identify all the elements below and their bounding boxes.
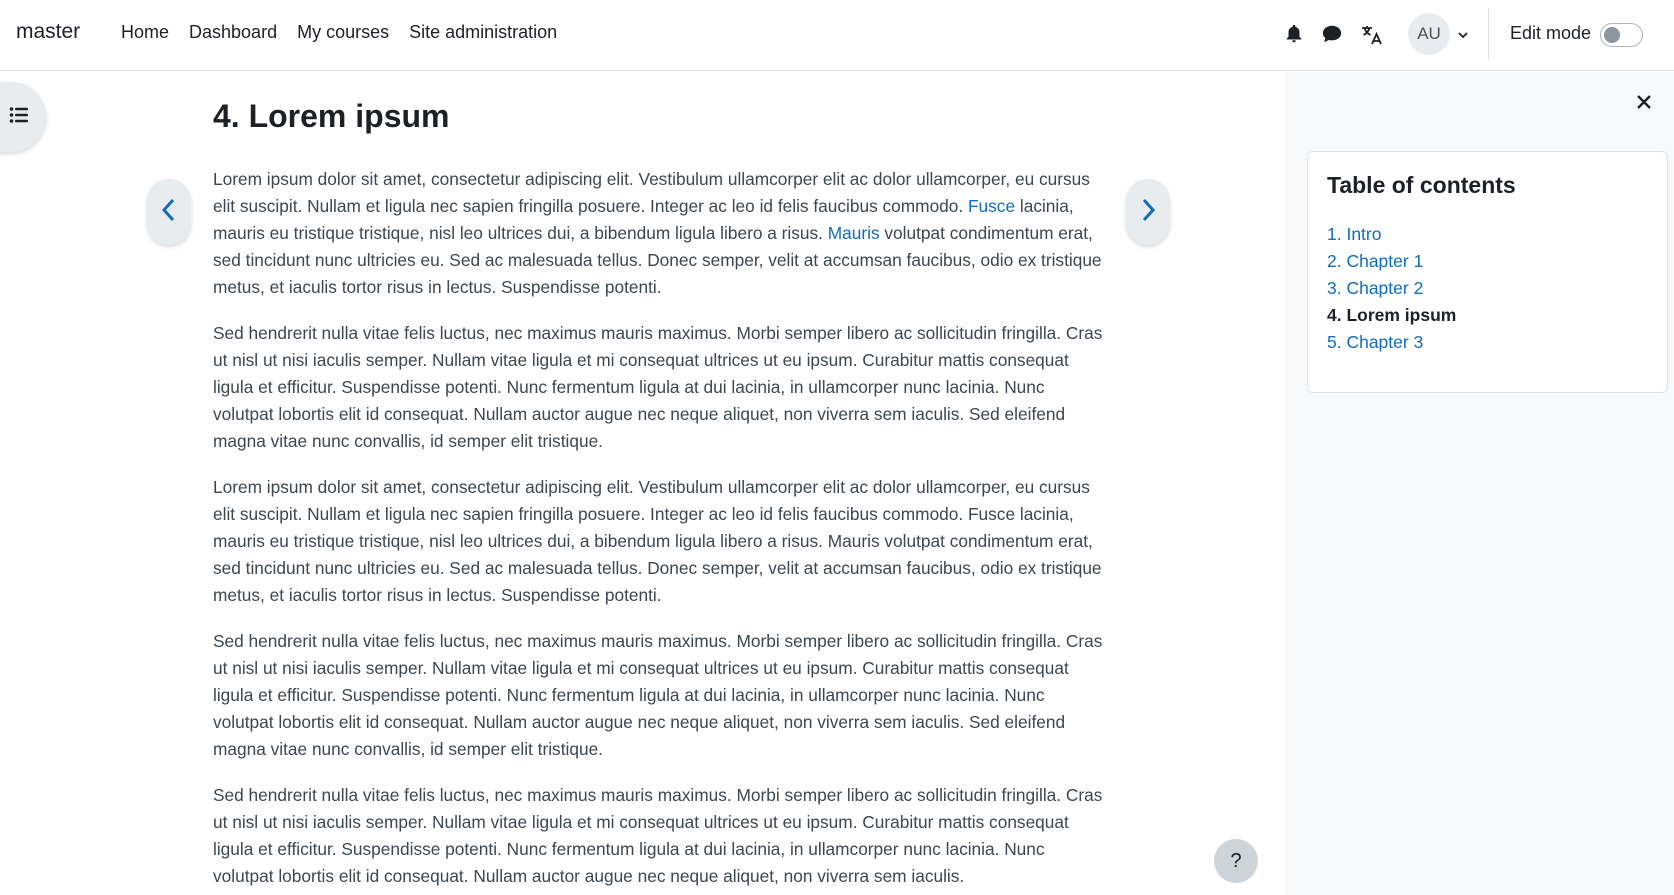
next-chapter-button[interactable] [1126,179,1170,245]
nav-dashboard-link[interactable]: Dashboard [189,22,278,42]
toc-list [1327,221,1456,356]
right-drawer [1285,72,1674,895]
paragraph-text: lacinia, mauris eu tristique tristique, nisl leo ultrices dui, a bibendum ligula libero a risus. [213,196,1074,243]
toc-item [1327,221,1456,248]
paragraph-text: Lorem ipsum dolor sit amet, consectetur adipiscing elit. Vestibulum ullamcorper elit ac dolor ullamcorper, eu cursus elit suscipit. Nullam et ligula nec sapien fringilla posuere. Integer ac leo id felis faucibus commodo. [213,169,1090,216]
mauris-link[interactable]: Mauris [827,223,880,243]
edit-mode-toggle[interactable] [1600,23,1643,47]
toc-item-chapter-3[interactable]: 5. Chapter 3 [1327,332,1424,352]
main-content [0,72,1285,895]
top-navbar [0,0,1674,71]
table-of-contents-block [1307,151,1668,393]
paragraph-text: volutpat condimentum erat, sed tincidunt nunc ultricies eu. Sed ac malesuada tellus. Donec semper, velit at accumsan faucibus, odio ex tristique metus, et iaculis tortor risus in lectus. Suspendisse potenti. [213,223,1102,297]
chevron-down-icon[interactable] [1456,28,1470,42]
paragraph: Sed hendrerit nulla vitae felis luctus, nec maximus mauris maximus. Morbi semper libero ac sollicitudin fringilla. Cras ut nisl ut nisi iaculis semper. Nullam vitae ligula et mi consequat ultrices ut eu ipsum. Curabitur mattis consequat ligula et efficitur. Suspendisse potenti. Nunc fermentum ligula at dui lacinia, in ullamcorper nunc lacinia. Nunc volutpat lobortis elit id consequat. Nullam auctor augue nec neque aliquet, non viverra sem iaculis. [213,785,1103,886]
help-button[interactable] [1214,839,1258,883]
help-label: ? [1230,849,1242,872]
user-initials: AU [1417,24,1441,43]
close-icon [1636,94,1652,115]
previous-chapter-button[interactable] [147,179,191,245]
toc-title: Table of contents [1327,172,1516,198]
toc-item [1327,302,1456,329]
toc-item-chapter-1[interactable]: 2. Chapter 1 [1327,251,1424,271]
navbar-divider [1488,8,1489,60]
user-avatar[interactable] [1408,13,1450,55]
toc-item [1327,248,1456,275]
page-title: 4. Lorem ipsum [213,98,450,134]
paragraph: Sed hendrerit nulla vitae felis luctus, nec maximus mauris maximus. Morbi semper libero ac sollicitudin fringilla. Cras ut nisl ut nisi iaculis semper. Nullam vitae ligula et mi consequat ultrices ut eu ipsum. Curabitur mattis consequat ligula et efficitur. Suspendisse potenti. Nunc fermentum ligula at dui lacinia, in ullamcorper nunc lacinia. Nunc volutpat lobortis elit id consequat. Nullam auctor augue nec neque aliquet, non viverra sem iaculis. Sed eleifend magna vitae nunc convallis, id semper elit tristique. [213,323,1103,451]
nav-my-courses-link[interactable]: My courses [297,22,390,42]
toc-item-intro[interactable]: 1. Intro [1327,224,1382,244]
chapter-content [213,166,1103,895]
chevron-left-icon [159,196,179,229]
paragraph: Lorem ipsum dolor sit amet, consectetur adipiscing elit. Vestibulum ullamcorper elit ac dolor ullamcorper, eu cursus elit suscipit. Nullam et ligula nec sapien fringilla posuere. Integer ac leo id felis faucibus commodo. Fusce lacinia, mauris eu tristique tristique, nisl leo ultrices dui, a bibendum ligula libero a risus. Mauris volutpat condimentum erat, sed tincidunt nunc ultricies eu. Sed ac malesuada tellus. Donec semper, velit at accumsan faucibus, odio ex tristique metus, et iaculis tortor risus in lectus. Suspendisse potenti. [213,477,1102,605]
fusce-link[interactable]: Fusce [968,196,1016,216]
chat-bubble-icon[interactable] [1321,23,1345,47]
primary-navigation [121,22,577,43]
toc-item [1327,275,1456,302]
language-icon[interactable] [1360,23,1384,47]
toc-item-chapter-2[interactable]: 3. Chapter 2 [1327,278,1424,298]
nav-home-link[interactable]: Home [121,22,170,42]
site-brand[interactable]: master [16,20,81,43]
toc-item-lorem-ipsum-current: 4. Lorem ipsum [1327,305,1457,325]
edit-mode-label: Edit mode [1510,23,1592,43]
bell-icon[interactable] [1283,23,1307,47]
toc-item [1327,329,1456,356]
nav-site-administration-link[interactable]: Site administration [409,22,558,42]
close-drawer-button[interactable] [1632,92,1656,116]
paragraph [213,166,1103,301]
toggle-knob [1604,27,1620,43]
paragraph: Sed hendrerit nulla vitae felis luctus, nec maximus mauris maximus. Morbi semper libero ac sollicitudin fringilla. Cras ut nisl ut nisi iaculis semper. Nullam vitae ligula et mi consequat ultrices ut eu ipsum. Curabitur mattis consequat ligula et efficitur. Suspendisse potenti. Nunc fermentum ligula at dui lacinia, in ullamcorper nunc lacinia. Nunc volutpat lobortis elit id consequat. Nullam auctor augue nec neque aliquet, non viverra sem iaculis. Sed eleifend magna vitae nunc convallis, id semper elit tristique. [213,631,1103,759]
chevron-right-icon [1138,196,1158,229]
